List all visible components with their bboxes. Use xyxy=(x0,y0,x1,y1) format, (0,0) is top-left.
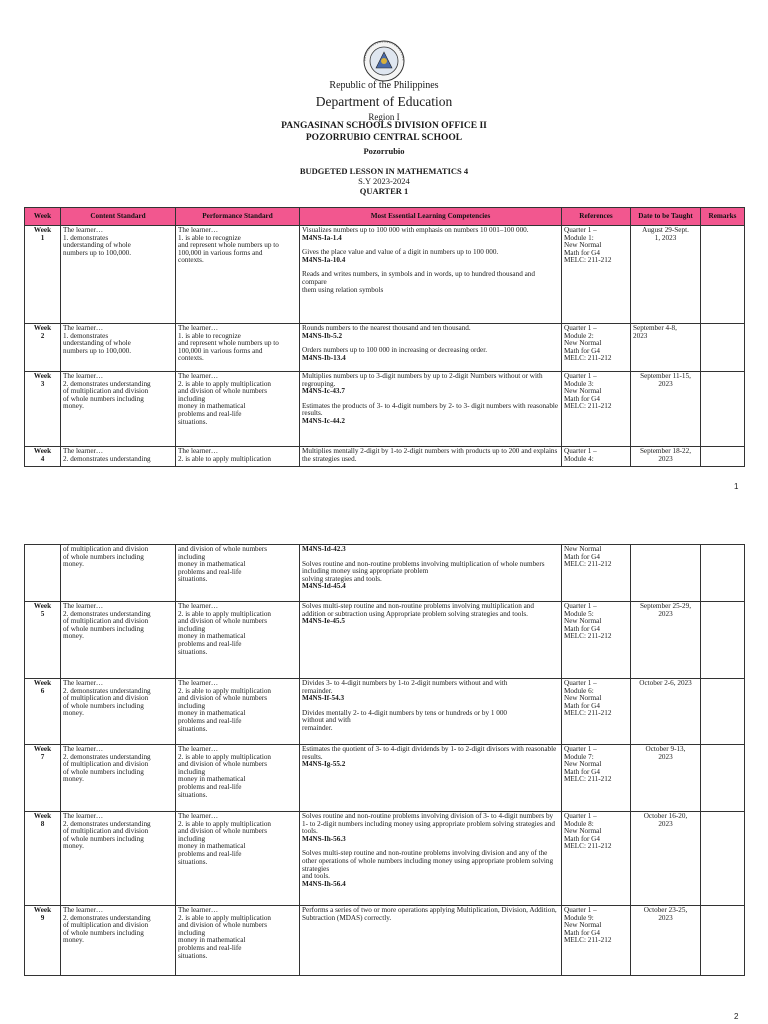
melc-cell xyxy=(300,812,562,906)
remarks-cell xyxy=(701,447,745,467)
col-content-standard: Content Standard xyxy=(61,208,176,226)
date-cell: October 16-20, 2023 xyxy=(631,812,701,906)
division-line: PANGASINAN SCHOOLS DIVISION OFFICE II xyxy=(281,121,487,131)
page-2 xyxy=(0,505,768,1024)
melc-code: M4NS-Ih-56.4 xyxy=(302,879,346,888)
week-cell: Week 9 xyxy=(25,906,61,976)
week-cell xyxy=(25,545,61,602)
melc-code: M4NS-Ib-13.4 xyxy=(302,353,346,362)
melc-text: Estimates the quotient of 3- to 4-digit dividends by 1- to 2-digit divisors with reasonable results. xyxy=(302,745,557,761)
remarks-cell xyxy=(701,545,745,602)
table-row xyxy=(25,324,745,372)
content-standard-cell: of multiplication and division of whole numbers including money. xyxy=(61,545,176,602)
melc-text: Solves routine and non-routine problems involving multiplication of whole numbers including money using appropriate problem solving strategies and tools. xyxy=(302,559,545,583)
table-row xyxy=(25,545,745,602)
school-year: S.Y 2023-2024 xyxy=(358,176,410,186)
melc-text: Rounds numbers to the nearest thousand and ten thousand. xyxy=(302,324,471,332)
melc-code: M4NS-Ic-44.2 xyxy=(302,416,345,425)
melc-text: Solves multi-step routine and non-routine problems involving multiplication and addition or subtraction using Appropriate problem solving strategies and tools. xyxy=(302,602,534,618)
melc-cell xyxy=(300,372,562,447)
date-cell: August 29-Sept. 1, 2023 xyxy=(631,226,701,324)
page-1 xyxy=(0,0,768,505)
table-row xyxy=(25,812,745,906)
table-row xyxy=(25,906,745,976)
table-row xyxy=(25,602,745,679)
table-row xyxy=(25,745,745,812)
melc-text: Visualizes numbers up to 100 000 with emphasis on numbers 10 001–100 000. xyxy=(302,226,529,234)
melc-text: Divides mentally 2- to 4-digit numbers by tens or hundreds or by 1 000 without and with remainder. xyxy=(302,708,508,732)
melc-cell xyxy=(300,324,562,372)
table-row xyxy=(25,679,745,745)
remarks-cell xyxy=(701,602,745,679)
budget-table-page-2 xyxy=(24,544,745,976)
performance-standard-cell: The learner… 2. is able to apply multiplication and division of whole numbers including money in mathematical problems and real-life situations. xyxy=(176,906,300,976)
budget-table-page-1 xyxy=(24,207,745,467)
col-melc: Most Essential Learning Competencies xyxy=(300,208,562,226)
col-remarks: Remarks xyxy=(701,208,745,226)
col-date: Date to be Taught xyxy=(631,208,701,226)
melc-text: Gives the place value and value of a digit in numbers up to 100 000. xyxy=(302,248,499,257)
date-cell: October 9-13, 2023 xyxy=(631,745,701,812)
references-cell: Quarter 1 – Module 3: New Normal Math for G4 MELC: 211-212 xyxy=(562,372,631,447)
date-cell xyxy=(631,545,701,602)
page-number: 2 xyxy=(734,1012,739,1021)
melc-text: Estimates the products of 3- to 4-digit numbers by 2- to 3- digit numbers with reasonable results. xyxy=(302,401,559,418)
remarks-cell xyxy=(701,812,745,906)
content-standard-cell: The learner… 2. demonstrates understanding of multiplication and division of whole numbers including money. xyxy=(61,906,176,976)
melc-code: M4NS-Ig-55.2 xyxy=(302,760,346,769)
date-cell: October 23-25, 2023 xyxy=(631,906,701,976)
school-line: POZORRUBIO CENTRAL SCHOOL xyxy=(305,133,463,143)
melc-text: Reads and writes numbers, in symbols and in words, up to hundred thousand and compare them using relation symbols xyxy=(302,270,535,294)
week-cell: Week 6 xyxy=(25,679,61,745)
republic-line: Republic of the Philippines xyxy=(329,80,439,91)
col-week: Week xyxy=(25,208,61,226)
performance-standard-cell: The learner… 1. is able to recognize and represent whole numbers up to 100,000 in various forms and contexts. xyxy=(176,226,300,324)
melc-code: M4NS-Id-45.4 xyxy=(302,582,346,591)
content-standard-cell: The learner… 1. demonstrates understanding of whole numbers up to 100,000. xyxy=(61,226,176,324)
melc-cell: Performs a series of two or more operations applying Multiplication, Division, Addition, Subtraction (MDAS) correctly. xyxy=(300,906,562,976)
content-standard-cell: The learner… 2. demonstrates understanding of multiplication and division of whole numbers including money. xyxy=(61,372,176,447)
melc-cell xyxy=(300,679,562,745)
melc-text: Solves routine and non-routine problems involving division of 3- to 4-digit numbers by 1- to 2-digit numbers including money using appropriate problem solving strategies and tools. xyxy=(302,812,555,836)
content-standard-cell: The learner… 2. demonstrates understanding of multiplication and division of whole numbers including money. xyxy=(61,745,176,812)
performance-standard-cell: and division of whole numbers including money in mathematical problems and real-life situations. xyxy=(176,545,300,602)
week-cell: Week 1 xyxy=(25,226,61,324)
melc-text: Solves multi-step routine and non-routine problems involving division and any of the other operations of whole numbers including money using appropriate problem solving strategies and tools. xyxy=(302,849,554,881)
deped-seal-icon xyxy=(351,40,417,82)
week-cell: Week 4 xyxy=(25,447,61,467)
melc-code: M4NS-Ia-1.4 xyxy=(302,233,342,242)
melc-code: M4NS-Ih-56.3 xyxy=(302,834,346,843)
references-cell: Quarter 1 – Module 1: New Normal Math for G4 MELC: 211-212 xyxy=(562,226,631,324)
date-cell: September 11-15, 2023 xyxy=(631,372,701,447)
performance-standard-cell: The learner… 2. is able to apply multiplication and division of whole numbers including money in mathematical problems and real-life situations. xyxy=(176,745,300,812)
col-performance-standard: Performance Standard xyxy=(176,208,300,226)
references-cell: Quarter 1 – Module 8: New Normal Math for G4 MELC: 211-212 xyxy=(562,812,631,906)
remarks-cell xyxy=(701,372,745,447)
performance-standard-cell: The learner… 2. is able to apply multiplication and division of whole numbers including money in mathematical problems and real-life situations. xyxy=(176,679,300,745)
date-cell: September 18-22, 2023 xyxy=(631,447,701,467)
melc-code: M4NS-Id-42.3 xyxy=(302,545,346,553)
references-cell: New Normal Math for G4 MELC: 211-212 xyxy=(562,545,631,602)
references-cell: Quarter 1 – Module 7: New Normal Math for G4 MELC: 211-212 xyxy=(562,745,631,812)
week-cell: Week 8 xyxy=(25,812,61,906)
region-line: Region I xyxy=(368,112,400,122)
melc-cell xyxy=(300,745,562,812)
melc-text: Multiplies numbers up to 3-digit numbers by up to 2-digit Numbers without or with regrouping. xyxy=(302,372,543,388)
melc-cell xyxy=(300,545,562,602)
references-cell: Quarter 1 – Module 6: New Normal Math for G4 MELC: 211-212 xyxy=(562,679,631,745)
melc-code: M4NS-Ib-5.2 xyxy=(302,331,343,340)
melc-code: M4NS-Ic-43.7 xyxy=(302,387,345,396)
table-header-row xyxy=(25,208,745,226)
table-row xyxy=(25,226,745,324)
references-cell: Quarter 1 – Module 2: New Normal Math for G4 MELC: 211-212 xyxy=(562,324,631,372)
week-cell: Week 3 xyxy=(25,372,61,447)
col-references: References xyxy=(562,208,631,226)
remarks-cell xyxy=(701,679,745,745)
table-row xyxy=(25,372,745,447)
performance-standard-cell: The learner… 2. is able to apply multiplication and division of whole numbers including money in mathematical problems and real-life situations. xyxy=(176,372,300,447)
town-line: Pozorrubio xyxy=(363,146,405,156)
date-cell: October 2-6, 2023 xyxy=(631,679,701,745)
remarks-cell xyxy=(701,906,745,976)
remarks-cell xyxy=(701,324,745,372)
performance-standard-cell: The learner… 2. is able to apply multiplication xyxy=(176,447,300,467)
remarks-cell xyxy=(701,745,745,812)
document-title: BUDGETED LESSON IN MATHEMATICS 4 xyxy=(299,166,469,176)
week-cell: Week 5 xyxy=(25,602,61,679)
department-title: Department of Education xyxy=(315,94,453,109)
melc-cell: Multiplies mentally 2-digit by 1-to 2-digit numbers with products up to 200 and explains the strategies used. xyxy=(300,447,562,467)
melc-text: Divides 3- to 4-digit numbers by 1-to 2-digit numbers without and with remainder. xyxy=(302,679,508,695)
performance-standard-cell: The learner… 2. is able to apply multiplication and division of whole numbers including money in mathematical problems and real-life situations. xyxy=(176,812,300,906)
melc-code: M4NS-If-54.3 xyxy=(302,694,345,703)
date-cell: September 4-8, 2023 xyxy=(631,324,701,372)
remarks-cell xyxy=(701,226,745,324)
date-cell: September 25-29, 2023 xyxy=(631,602,701,679)
page-number: 1 xyxy=(734,482,739,491)
content-standard-cell: The learner… 2. demonstrates understanding of multiplication and division of whole numbers including money. xyxy=(61,602,176,679)
melc-cell xyxy=(300,226,562,324)
references-cell: Quarter 1 – Module 4: xyxy=(562,447,631,467)
references-cell: Quarter 1 – Module 5: New Normal Math for G4 MELC: 211-212 xyxy=(562,602,631,679)
quarter-label: QUARTER 1 xyxy=(359,186,409,196)
melc-cell xyxy=(300,602,562,679)
melc-code: M4NS-Ie-45.5 xyxy=(302,617,345,626)
week-cell: Week 7 xyxy=(25,745,61,812)
content-standard-cell: The learner… 1. demonstrates understanding of whole numbers up to 100,000. xyxy=(61,324,176,372)
content-standard-cell: The learner… 2. demonstrates understanding xyxy=(61,447,176,467)
week-cell: Week 2 xyxy=(25,324,61,372)
performance-standard-cell: The learner… 1. is able to recognize and represent whole numbers up to 100,000 in various forms and contexts. xyxy=(176,324,300,372)
content-standard-cell: The learner… 2. demonstrates understanding of multiplication and division of whole numbers including money. xyxy=(61,679,176,745)
content-standard-cell: The learner… 2. demonstrates understanding of multiplication and division of whole numbers including money. xyxy=(61,812,176,906)
references-cell: Quarter 1 – Module 9: New Normal Math for G4 MELC: 211-212 xyxy=(562,906,631,976)
melc-text: Orders numbers up to 100 000 in increasing or decreasing order. xyxy=(302,346,488,355)
table-row xyxy=(25,447,745,467)
performance-standard-cell: The learner… 2. is able to apply multiplication and division of whole numbers including money in mathematical problems and real-life situations. xyxy=(176,602,300,679)
melc-code: M4NS-Ia-10.4 xyxy=(302,255,346,264)
